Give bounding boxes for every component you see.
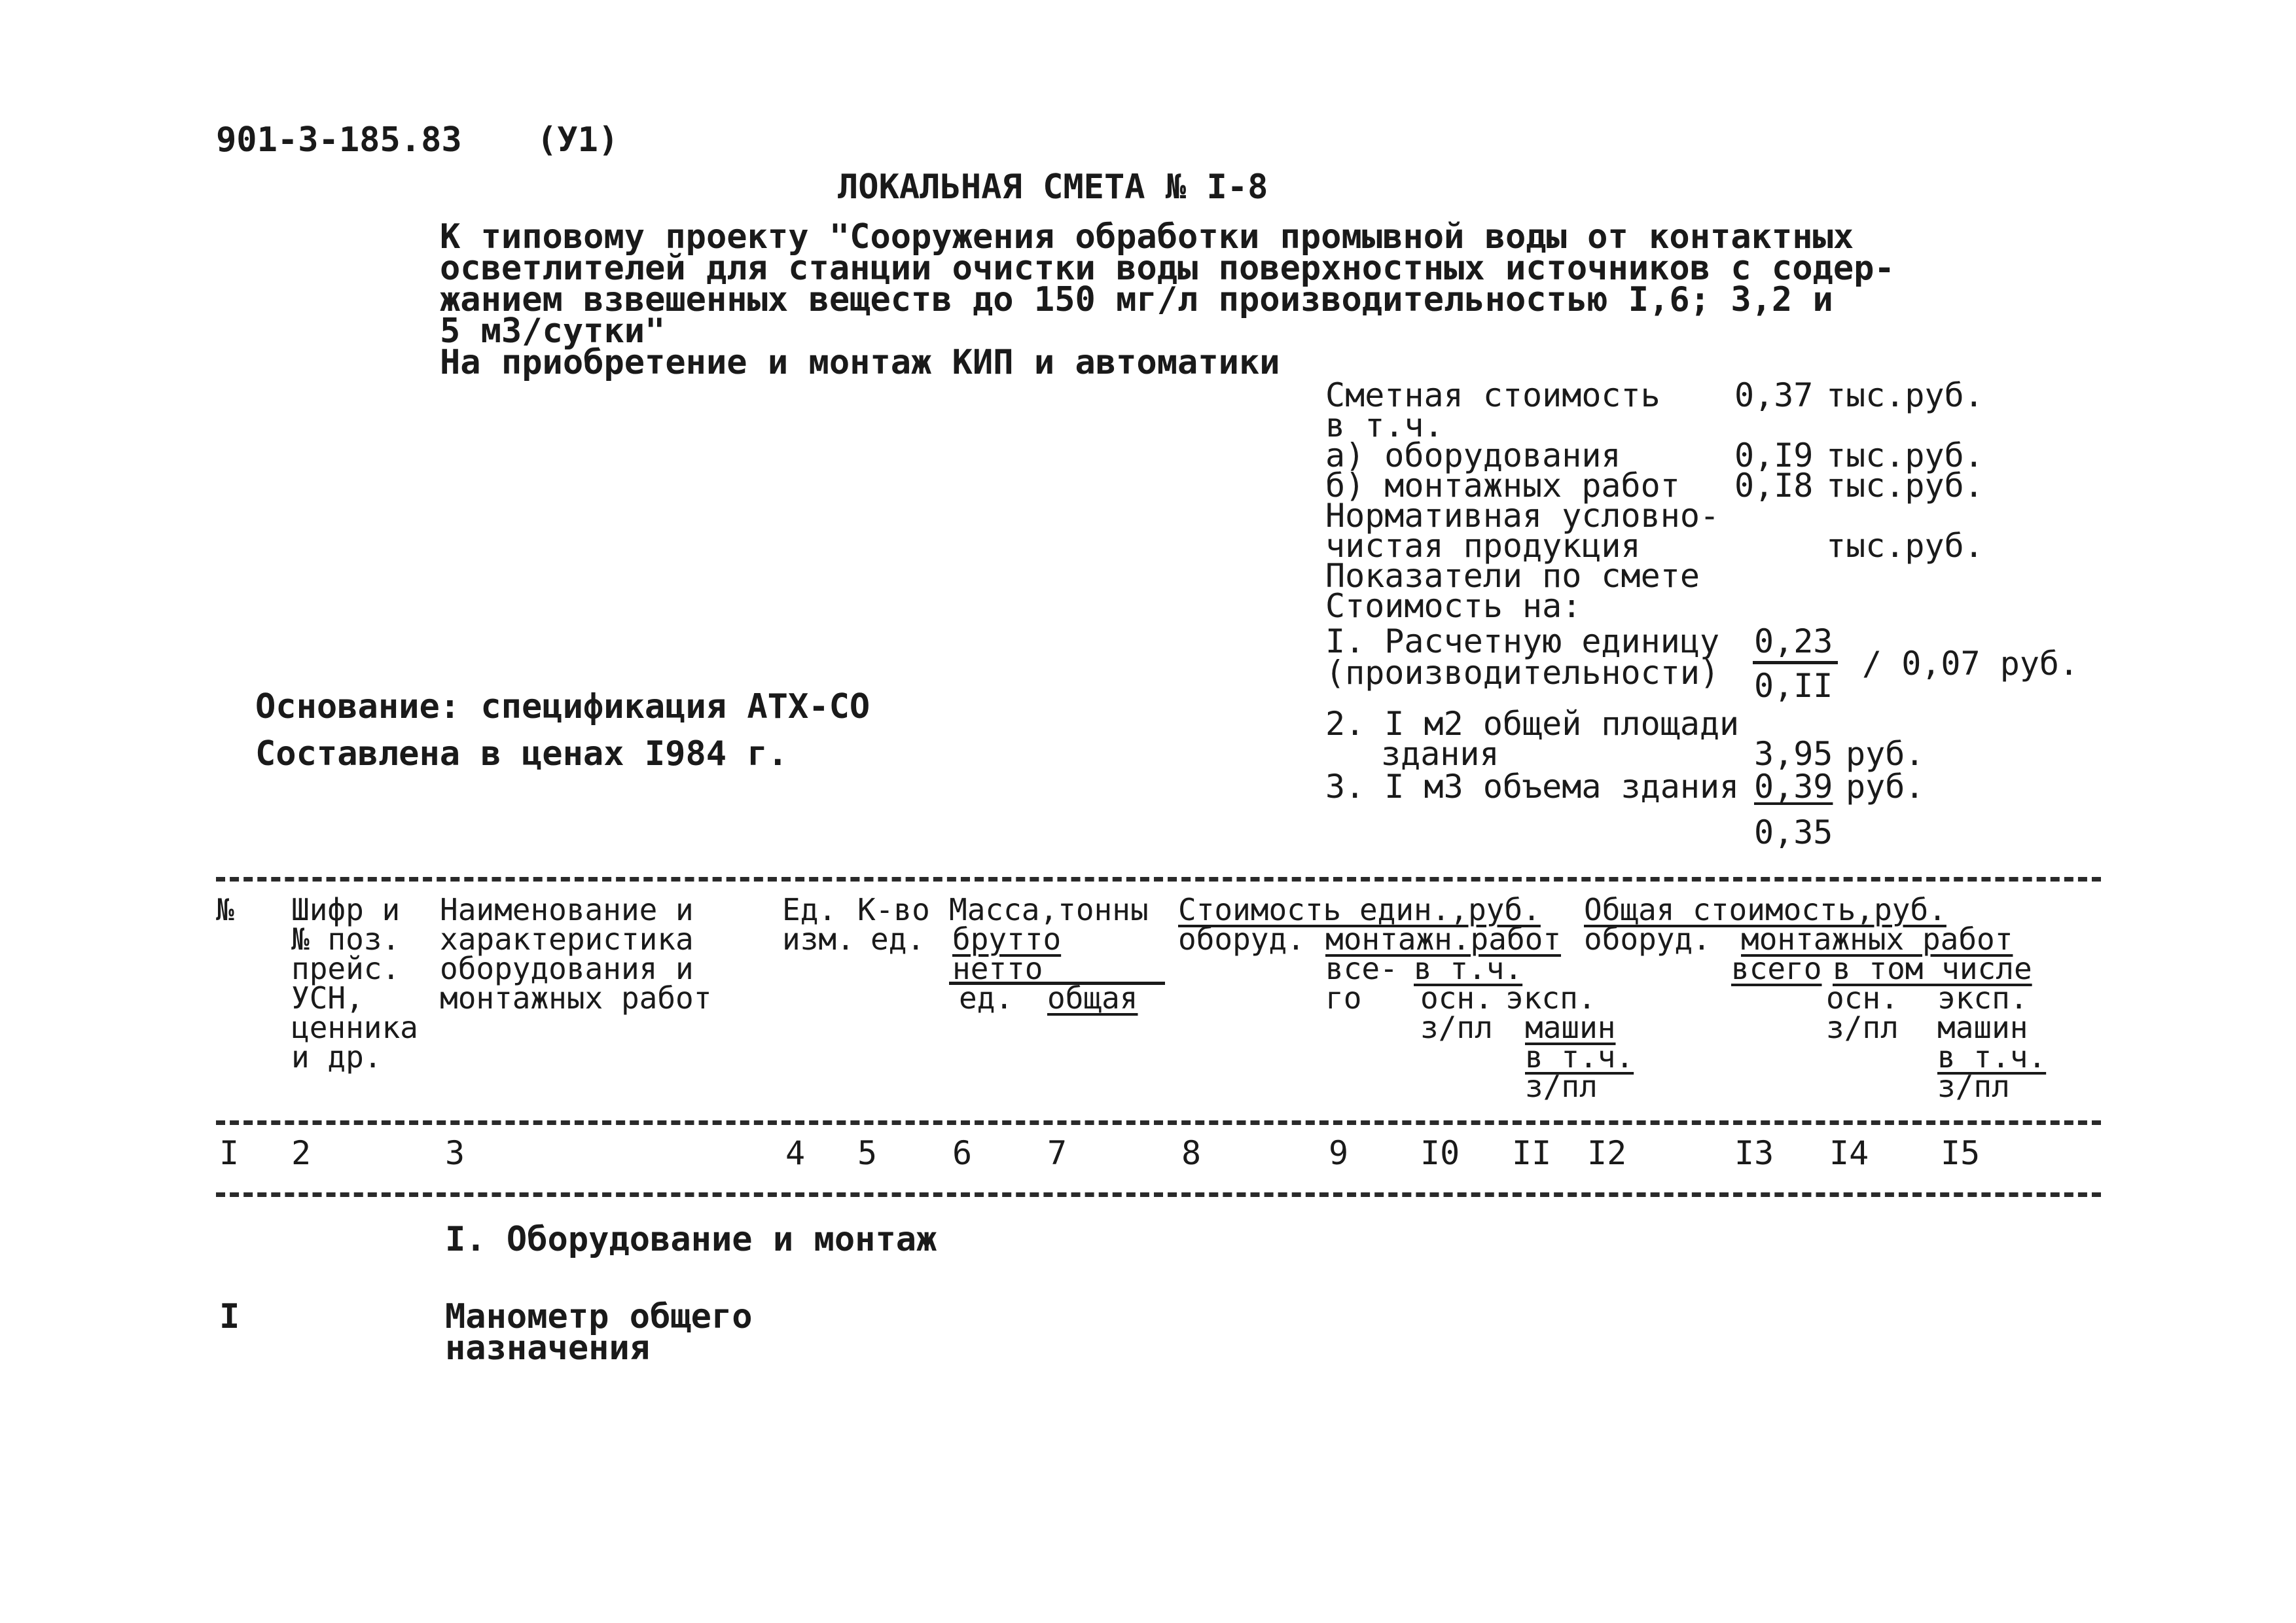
unit-cost-install: монтажн.работ (1325, 921, 1562, 957)
per-area-value: 3,95 (1754, 735, 1833, 773)
column-number: I (219, 1134, 240, 1172)
total-cost-machine-2: машин (1937, 1010, 2028, 1045)
per-unit-numerator: 0,23 (1754, 622, 1833, 660)
equipment-label: а) оборудования (1325, 437, 1621, 474)
prices-year-text: Составлена в ценах I984 г. (255, 734, 788, 774)
mass-brutto: брутто (952, 921, 1062, 957)
header-numbers-top-rule (216, 1120, 2101, 1125)
column-number: I5 (1941, 1134, 1981, 1172)
column-number: 9 (1329, 1134, 1349, 1172)
column-number: 7 (1047, 1134, 1067, 1172)
estimated-cost-unit: тыс.руб. (1826, 376, 1984, 414)
unit-cost-total-1: все- (1325, 951, 1398, 986)
total-cost-machine-4: з/пл (1937, 1069, 2010, 1104)
fraction-line (1753, 661, 1838, 664)
unit-cost-equipment: оборуд. (1178, 921, 1305, 957)
total-cost-machine-1: эксп. (1937, 980, 2028, 1016)
column-number: 8 (1181, 1134, 1202, 1172)
col-code-header-5: ценника (291, 1010, 418, 1045)
subtitle-line-5: На приобретение и монтаж КИП и автоматики (440, 343, 1280, 382)
normative-label-1: Нормативная условно- (1325, 497, 1720, 535)
unit-cost-machine-2: машин (1525, 1010, 1616, 1045)
per-unit-denominator: 0,II (1754, 667, 1833, 705)
per-area-label-1: 2. I м2 общей площади (1325, 705, 1740, 743)
col-name-header-4: монтажных работ (440, 980, 712, 1016)
subtitle-line-2: осветлителей для станции очистки воды поверхностных источников с содер- (440, 249, 1895, 288)
estimated-cost-label: Сметная стоимость (1325, 376, 1660, 414)
total-cost-incl: в том числе (1833, 951, 2032, 986)
total-cost-wage-2: з/пл (1826, 1010, 1899, 1045)
col-qty-header-2: ед. (870, 921, 925, 957)
cost-per-label: Стоимость на: (1325, 587, 1582, 625)
subtitle-line-3: жанием взвешенных веществ до 150 мг/л производительностью I,6; 3,2 и (440, 280, 1833, 319)
per-volume-value: 0,39 (1754, 768, 1833, 806)
per-unit-label-2: (производительности) (1325, 654, 1720, 692)
per-volume-label: 3. I м3 объема здания (1325, 768, 1740, 806)
column-number: I3 (1734, 1134, 1774, 1172)
column-number: 4 (785, 1134, 806, 1172)
column-number: 5 (857, 1134, 878, 1172)
column-number: II (1512, 1134, 1552, 1172)
col-code-header-2: № поз. (291, 921, 401, 957)
column-number: I4 (1829, 1134, 1869, 1172)
mass-title: Масса,тонны (949, 892, 1149, 927)
unit-cost-total-2: го (1325, 980, 1362, 1016)
column-number: 6 (952, 1134, 973, 1172)
col-code-header-4: УСН, (291, 980, 364, 1016)
column-number: 3 (445, 1134, 465, 1172)
total-cost-all: всего (1731, 951, 1822, 986)
total-cost-title: Общая стоимость,руб. (1584, 892, 1946, 927)
installation-unit: тыс.руб. (1826, 467, 1984, 505)
installation-value: 0,I8 (1734, 467, 1814, 505)
mass-total: общая (1047, 980, 1138, 1016)
normative-label-2: чистая продукция (1325, 527, 1641, 565)
col-code-header-1: Шифр и (291, 892, 401, 927)
per-unit-extra: / 0,07 руб. (1862, 645, 2079, 683)
equipment-value: 0,I9 (1734, 437, 1814, 474)
total-cost-machine-3: в т.ч. (1937, 1039, 2047, 1075)
mass-unit: ед. (959, 980, 1014, 1016)
equipment-unit: тыс.руб. (1826, 437, 1984, 474)
per-unit-label-1: I. Расчетную единицу (1325, 622, 1720, 660)
per-volume-value-2: 0,35 (1754, 813, 1833, 851)
section-title: I. Оборудование и монтаж (445, 1220, 937, 1259)
indicators-label: Показатели по смете (1325, 557, 1700, 595)
subtitle-line-1: К типовому проекту "Сооружения обработки промывной воды от контактных (440, 217, 1854, 257)
total-cost-equipment: оборуд. (1584, 921, 1711, 957)
col-unit-header-1: Ед. (782, 892, 837, 927)
col-qty-header-1: К-во (857, 892, 930, 927)
unit-cost-machine-1: эксп. (1505, 980, 1596, 1016)
per-area-unit: руб. (1846, 735, 1925, 773)
column-number: I0 (1420, 1134, 1460, 1172)
unit-cost-machine-3: в т.ч. (1525, 1039, 1634, 1075)
unit-cost-incl: в т.ч. (1414, 951, 1523, 986)
normative-unit: тыс.руб. (1826, 527, 1984, 565)
col-number-header: № (216, 892, 234, 927)
per-volume-unit: руб. (1846, 768, 1925, 806)
basis-text: Основание: спецификация АТХ-СО (255, 687, 870, 726)
row-name-line-2: назначения (445, 1329, 651, 1368)
document-mark: (У1) (537, 120, 619, 160)
col-name-header-3: оборудования и (440, 951, 694, 986)
page-title: ЛОКАЛЬНАЯ СМЕТА № I-8 (838, 168, 1268, 207)
header-bottom-rule (216, 1192, 2101, 1197)
estimated-cost-value: 0,37 (1734, 376, 1814, 414)
col-unit-header-2: изм. (782, 921, 855, 957)
per-area-label-2: здания (1381, 735, 1499, 773)
total-cost-install: монтажных работ (1741, 921, 2013, 957)
row-number: I (219, 1297, 240, 1336)
including-label: в т.ч. (1325, 406, 1444, 444)
unit-cost-machine-4: з/пл (1525, 1069, 1598, 1104)
unit-cost-wage-1: осн. (1420, 980, 1493, 1016)
unit-cost-wage-2: з/пл (1420, 1010, 1493, 1045)
col-name-header-1: Наименование и (440, 892, 694, 927)
col-code-header-3: прейс. (291, 951, 401, 986)
document-code: 901-3-185.83 (216, 120, 462, 160)
col-code-header-6: и др. (291, 1039, 382, 1075)
installation-label: б) монтажных работ (1325, 467, 1680, 505)
subtitle-line-4: 5 м3/сутки" (440, 312, 666, 351)
total-cost-wage-1: осн. (1826, 980, 1899, 1016)
unit-cost-title: Стоимость един.,руб. (1178, 892, 1541, 927)
column-number: 2 (291, 1134, 312, 1172)
row-name-line-1: Манометр общего (445, 1297, 753, 1336)
header-top-rule (216, 877, 2101, 882)
mass-netto: нетто (952, 951, 1043, 986)
column-number: I2 (1587, 1134, 1627, 1172)
col-name-header-2: характеристика (440, 921, 694, 957)
